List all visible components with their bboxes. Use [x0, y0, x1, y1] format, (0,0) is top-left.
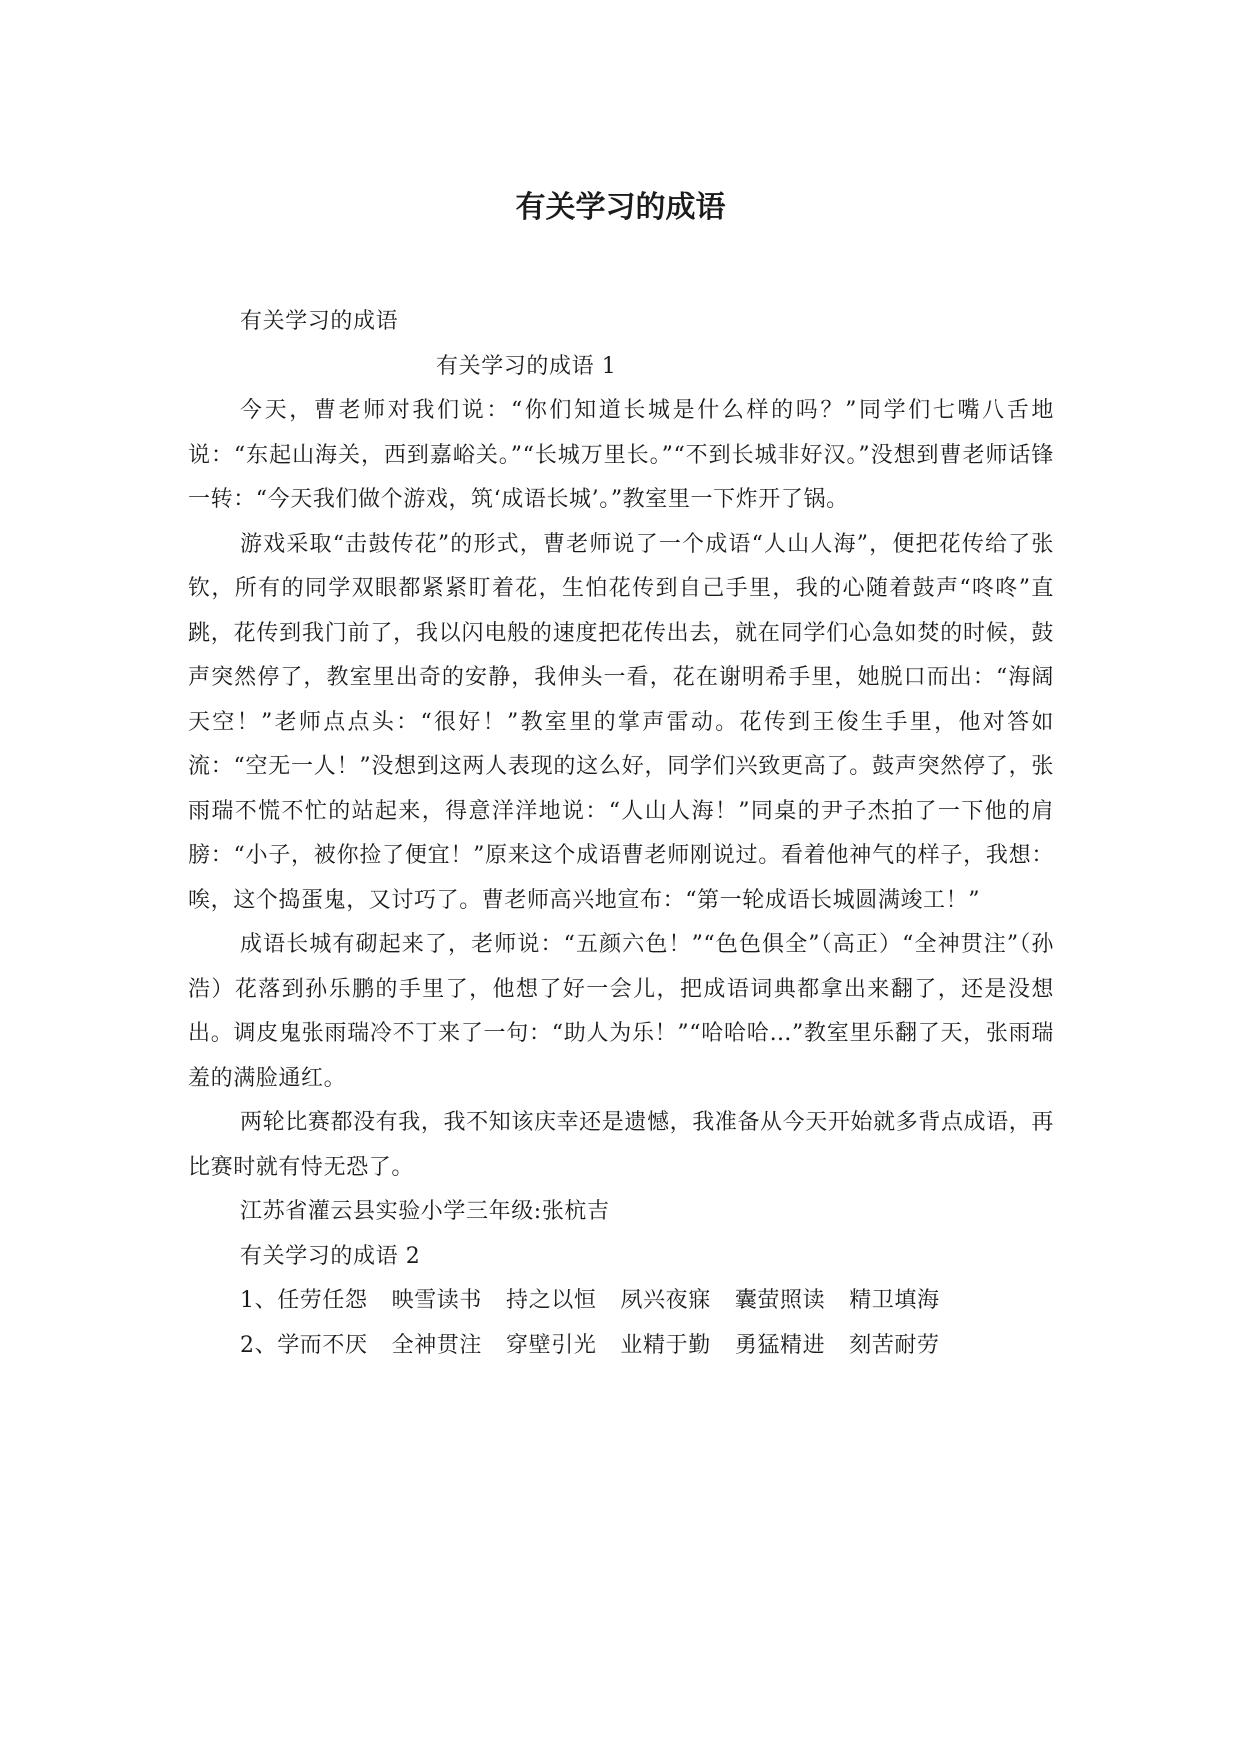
idiom-item: 夙兴夜寐 — [620, 1288, 711, 1313]
idiom-item: 持之以恒 — [506, 1288, 597, 1313]
idiom-item: 精卫填海 — [849, 1288, 940, 1313]
paragraph-second-round: 成语长城有砌起来了，老师说：“五颜六色！”“色色俱全”（高正）“全神贯注”（孙浩）花落到孙乐鹏的手里了，他想了好一会儿，把成语词典都拿出来翻了，还是没想出。调皮鬼张雨瑞冷不丁来了一句：“助人为乐！”“哈哈哈…”教室里乐翻了天，张雨瑞羞的满脸通红。 — [188, 932, 1054, 1091]
paragraph-game: 游戏采取“击鼓传花”的形式，曹老师说了一个成语“人山人海”，便把花传给了张钦，所有的同学双眼都紧紧盯着花，生怕花传到自己手里，我的心随着鼓声“咚咚”直跳，花传到我门前了，我以闪电般的速度把花传出去，就在同学们心急如焚的时候，鼓声突然停了，教室里出奇的安静，我伸头一看，花在谢明希手里，她脱口而出：“海阔天空！”老师点点头：“很好！”教室里的掌声雷动。花传到王俊生手里，他对答如流：“空无一人！”没想到这两人表现的这么好，同学们兴致更高了。鼓声突然停了，张雨瑞不慌不忙的站起来，得意洋洋地说：“人山人海！”同桌的尹子杰拍了一下他的肩膀：“小子，被你捡了便宜！”原来这个成语曹老师刚说过。看着他神气的样子，我想：唉，这个捣蛋鬼，又讨巧了。曹老师高兴地宣布：“第一轮成语长城圆满竣工！” — [188, 531, 1054, 913]
document-body — [188, 300, 1054, 1368]
document-title: 有关学习的成语 — [515, 190, 726, 225]
idiom-item: 学而不厌 — [277, 1332, 368, 1358]
idiom-item: 映雪读书 — [391, 1288, 483, 1313]
idiom-item: 业精于勤 — [620, 1332, 711, 1358]
idiom-item: 全神贯注 — [391, 1332, 483, 1358]
idiom-row-number: 1、 — [240, 1288, 278, 1313]
idiom-row-2 — [188, 1324, 1054, 1369]
subsection-heading-1: 有关学习的成语 1 — [436, 353, 617, 379]
paragraph-intro: 今天，曹老师对我们说：“你们知道长城是什么样的吗？”同学们七嘴八舌地说：“东起山海关，西到嘉峪关。”“长城万里长。”“不到长城非好汉。”没想到曹老师话锋一转：“今天我们做个游戏，筑‘成语长城’。”教室里一下炸开了锅。 — [188, 398, 1054, 512]
paragraph-conclusion: 两轮比赛都没有我，我不知该庆幸还是遗憾，我准备从今天开始就多背点成语，再比赛时就有恃无恐了。 — [188, 1110, 1054, 1180]
author-line: 江苏省灌云县实验小学三年级:张杭吉 — [240, 1199, 610, 1224]
section-heading: 有关学习的成语 — [240, 309, 399, 334]
idiom-item: 勇猛精进 — [734, 1332, 826, 1358]
idiom-item: 任劳任怨 — [277, 1288, 368, 1313]
idiom-item: 囊萤照读 — [734, 1288, 826, 1313]
idiom-row-1 — [188, 1279, 1054, 1324]
idiom-item: 穿壁引光 — [506, 1332, 597, 1358]
subsection-heading-2: 有关学习的成语 2 — [240, 1243, 421, 1269]
idiom-item: 刻苦耐劳 — [849, 1332, 940, 1358]
idiom-row-number: 2、 — [240, 1332, 278, 1358]
